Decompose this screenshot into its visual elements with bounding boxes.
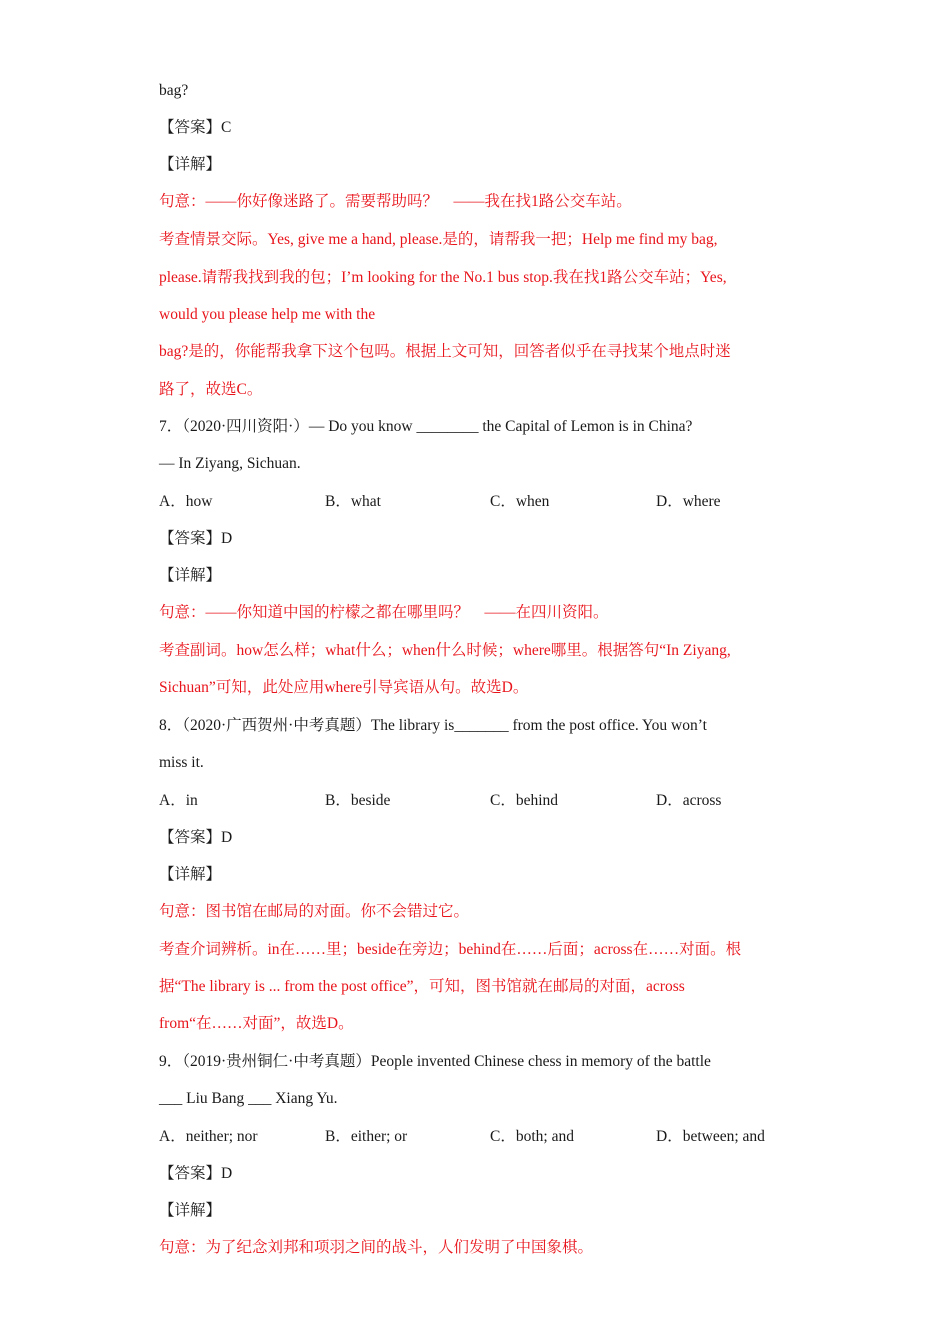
option-c: C．both; and xyxy=(490,1128,574,1145)
explanation-line: please.请帮我找到我的包；I’m looking for the No.1 bus stop.我在找1路公交车站；Yes, xyxy=(159,269,727,286)
question-9: 9．（2019·贵州铜仁·中考真题）People invented Chinese chess in memory of the battle xyxy=(159,1053,711,1070)
answer-line: 【答案】D xyxy=(159,829,233,846)
explanation-line: 句意：图书馆在邮局的对面。你不会错过它。 xyxy=(159,903,470,920)
option-a: A．how xyxy=(159,493,213,510)
explanation-line: would you please help me with the xyxy=(159,306,376,323)
question-9-continued: ___ Liu Bang ___ Xiang Yu. xyxy=(159,1090,338,1107)
explanation-line: 考查情景交际。Yes, give me a hand, please.是的，请帮我一把；Help me find my bag, xyxy=(159,231,718,248)
explanation-heading: 【详解】 xyxy=(159,156,222,173)
explanation-heading: 【详解】 xyxy=(159,1202,222,1219)
explanation-line: 句意：——你好像迷路了。需要帮助吗？ ——我在找1路公交车站。 xyxy=(159,193,632,210)
option-d: D．where xyxy=(656,493,721,510)
explanation-line: 考查副词。how怎么样；what什么；when什么时候；where哪里。根据答句“In Ziyang, xyxy=(159,642,731,659)
option-c: C．behind xyxy=(490,792,559,809)
explanation-line: 句意：为了纪念刘邦和项羽之间的战斗，人们发明了中国象棋。 xyxy=(159,1239,594,1256)
option-a: A．in xyxy=(159,792,198,809)
option-b: B．beside xyxy=(325,792,391,809)
option-a: A．neither; nor xyxy=(159,1128,258,1145)
explanation-line: Sichuan”可知，此处应用where引导宾语从句。故选D。 xyxy=(159,679,529,696)
answer-line: 【答案】C xyxy=(159,119,232,136)
explanation-line: bag?是的，你能帮我拿下这个包吗。根据上文可知，回答者似乎在寻找某个地点时迷 xyxy=(159,343,731,360)
answer-line: 【答案】D xyxy=(159,530,233,547)
question-7-response: — In Ziyang, Sichuan. xyxy=(159,455,301,472)
question-8-continued: miss it. xyxy=(159,754,204,771)
option-d: D．across xyxy=(656,792,722,809)
question-7: 7．（2020·四川资阳·）— Do you know ________ the Capital of Lemon is in China? xyxy=(159,418,693,435)
explanation-heading: 【详解】 xyxy=(159,866,222,883)
option-d: D．between; and xyxy=(656,1128,765,1145)
question-8: 8．（2020·广西贺州·中考真题）The library is_______ from the post office. You won’t xyxy=(159,717,707,734)
option-c: C．when xyxy=(490,493,550,510)
text-line: bag? xyxy=(159,82,189,99)
option-b: B．either; or xyxy=(325,1128,408,1145)
explanation-line: 路了，故选C。 xyxy=(159,381,263,398)
explanation-heading: 【详解】 xyxy=(159,567,222,584)
answer-line: 【答案】D xyxy=(159,1165,233,1182)
explanation-line: 考查介词辨析。in在……里；beside在旁边；behind在……后面；across在……对面。根 xyxy=(159,941,742,958)
option-b: B．what xyxy=(325,493,381,510)
explanation-line: 句意：——你知道中国的柠檬之都在哪里吗？ ——在四川资阳。 xyxy=(159,604,609,621)
explanation-line: 据“The library is ... from the post office”，可知，图书馆就在邮局的对面，across xyxy=(159,978,685,995)
explanation-line: from“在……对面”，故选D。 xyxy=(159,1015,354,1032)
